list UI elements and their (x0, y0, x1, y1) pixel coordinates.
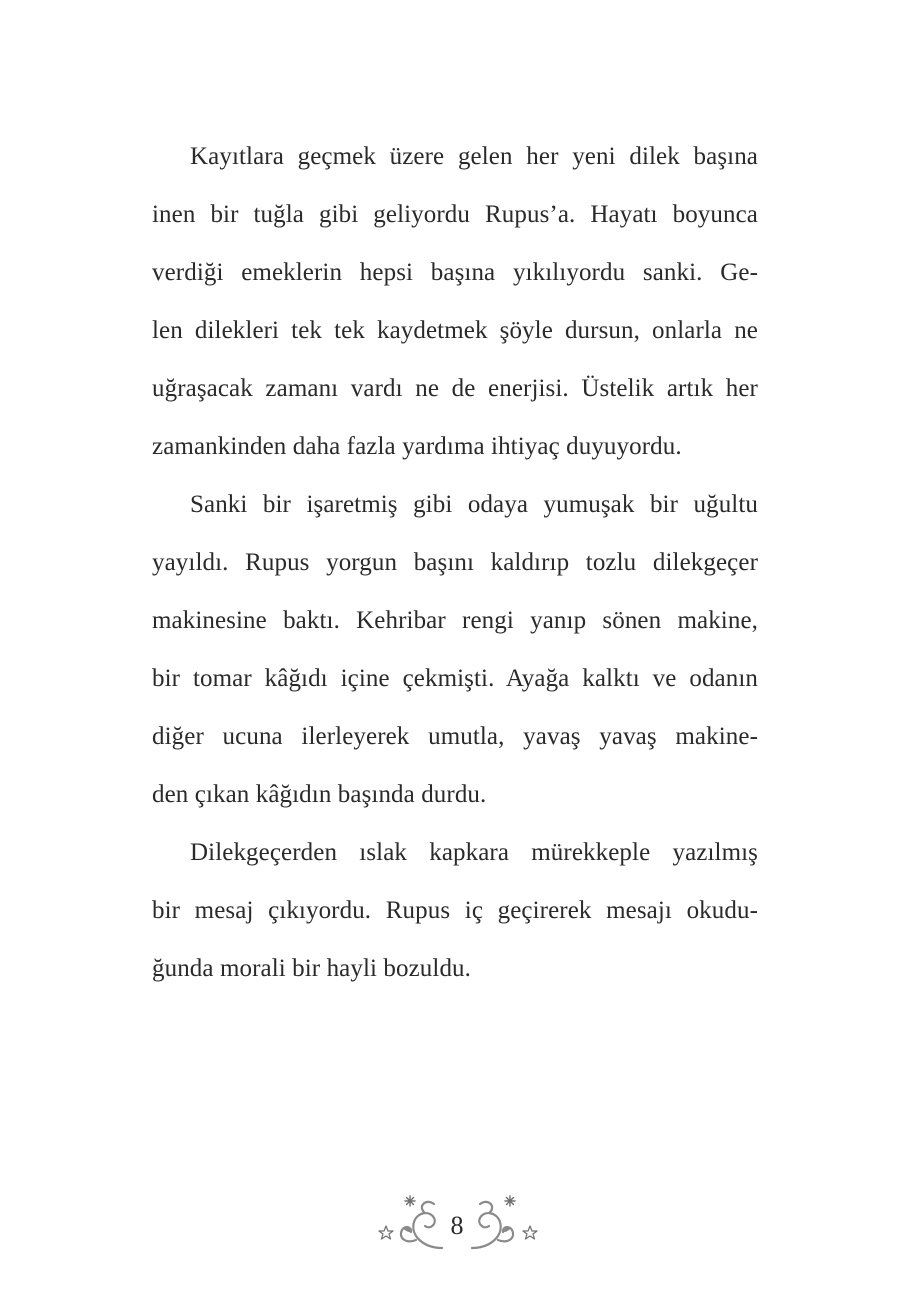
text-line: inen bir tuğla gibi geliyordu Rupus’a. Hayatı boyunca (152, 201, 758, 228)
text-line: diğer ucuna ilerleyerek umutla, yavaş yavaş makine- (152, 723, 758, 750)
text-line: makinesine baktı. Kehribar rengi yanıp sönen makine, (152, 607, 758, 634)
page-footer-ornament (372, 1188, 542, 1260)
text-line: bir mesaj çıkıyordu. Rupus iç geçirerek mesajı okudu- (152, 897, 758, 924)
body-text (152, 128, 758, 998)
text-line: Dilekgeçerden ıslak kapkara mürekkeple yazılmış (190, 839, 758, 866)
text-line: den çıkan kâğıdın başında durdu. (152, 781, 487, 808)
text-line: uğraşacak zamanı vardı ne de enerjisi. Üstelik artık her (152, 375, 758, 402)
text-line: ğunda morali bir hayli bozuldu. (152, 955, 472, 982)
text-line: zamankinden daha fazla yardıma ihtiyaç duyuyordu. (152, 433, 682, 460)
text-line: yayıldı. Rupus yorgun başını kaldırıp tozlu dilekgeçer (152, 549, 758, 576)
text-line: bir tomar kâğıdı içine çekmişti. Ayağa kalktı ve odanın (152, 665, 758, 692)
text-line: Sanki bir işaretmiş gibi odaya yumuşak bir uğultu (190, 491, 758, 518)
text-line: verdiği emeklerin hepsi başına yıkılıyordu sanki. Ge- (152, 259, 758, 286)
text-line: Kayıtlara geçmek üzere gelen her yeni dilek başına (190, 143, 758, 170)
page-number: 8 (450, 1211, 464, 1240)
text-line: len dilekleri tek tek kaydetmek şöyle dursun, onlarla ne (152, 317, 758, 344)
